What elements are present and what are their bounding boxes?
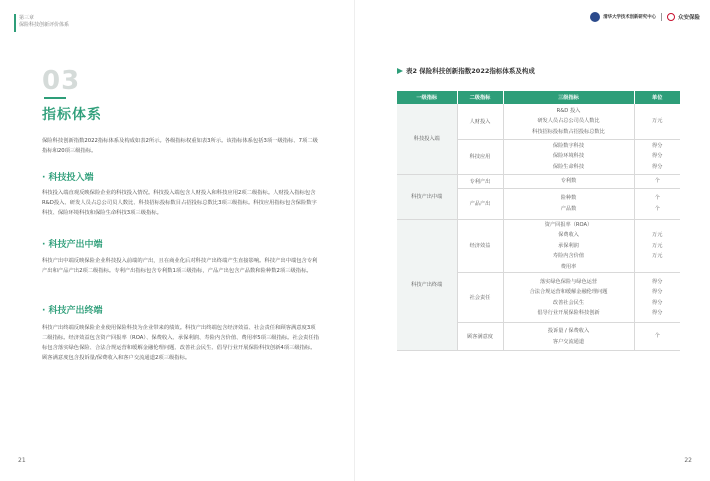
level3-item: 费用率 (560, 263, 577, 270)
level3-item: 研发人员占总公司员人数比 (537, 118, 600, 124)
level1-cell: 科技产出终端 (397, 219, 457, 351)
chapter-label-line2: 保险科技创新评价体系 (19, 22, 70, 28)
level3-item: 资产回报率（ROA） (544, 221, 593, 228)
subheading-final-output: · 科技产出终端 (42, 306, 103, 316)
header-level3: 三级指标 (503, 91, 634, 104)
unit-cell (634, 139, 680, 174)
level2-cell: 专利产出 (457, 174, 503, 188)
unit-item: 万元 (652, 232, 663, 238)
level3-item: 投诉量 / 保费收入 (547, 328, 590, 334)
table-row (397, 219, 680, 273)
unit-item: 万元 (652, 118, 663, 124)
section-number-underline (44, 97, 66, 99)
header-logos (590, 12, 700, 22)
page-number-left: 21 (18, 457, 26, 464)
tsinghua-logo-icon (590, 12, 600, 22)
unit-cell (634, 174, 680, 188)
level3-item: 保费收入 (558, 232, 579, 238)
header-unit: 单位 (634, 91, 680, 104)
unit-item: 得分 (652, 153, 663, 160)
level2-cell: 产品产出 (457, 188, 503, 219)
level2-cell: 经济效益 (457, 219, 503, 273)
paragraph-final-output: 科技产出终端反映保险企业使用保险科技为企业带来的绩效。科技产出终端包含经济效益、社会责任和顾客满意度3项二级指标。经济效益包含资产回报率（ROA）、保费收入、承保利润、寿险内含价值、费用率5项三级指标。社会责任指标包含落实绿色保险、合法合规运营和缓解金融伦理问题、改善社会民生、倡导行业开展保险科技创新4项三级指标。顾客满意度包含投诉量/保费收入和客户交流通道2项三级指标。 (42, 325, 319, 361)
unit-item: 得分 (652, 310, 663, 316)
unit-item: 得分 (652, 142, 663, 149)
right-page (355, 0, 710, 481)
intro-paragraph: 保险科技创新指数2022指标体系及构成如表2所示。各级指标权重如表3所示。该指标体系包括3项一级指标、7项二级指标和20项三级指标。 (42, 138, 318, 154)
level1-cell: 科技产出中端 (397, 174, 457, 219)
table-body (397, 104, 680, 351)
level3-cell (503, 104, 634, 139)
level3-item: 承保利润 (558, 242, 579, 249)
level3-cell (503, 219, 634, 273)
level2-cell: 人财投入 (457, 104, 503, 139)
page-number-right: 22 (684, 457, 692, 464)
paragraph-middle-output: 科技产出中端反映保险企业科技投入前端的产出，且在商业化后对科技产出终端产生直接影响。科技产出中端包含专利产出和产品产出2项二级指标。专利产出指标包含专利数1项三级指标，产品产出包含产品数和险种数2项三级指标。 (42, 258, 318, 274)
level2-cell: 顾客满意度 (457, 323, 503, 351)
level3-item: 险种数 (560, 195, 577, 201)
level1-cell: 科技投入端 (397, 104, 457, 174)
unit-item: 得分 (652, 278, 663, 285)
chapter-marker-bar (14, 14, 16, 32)
level3-item: 保险数字科技 (552, 142, 585, 149)
level3-item: 专利数 (560, 177, 577, 184)
unit-item: 得分 (652, 289, 663, 295)
section-number: 03 (42, 66, 81, 96)
unit-item: 得分 (652, 299, 663, 306)
level3-item: 寿险内含价值 (552, 253, 585, 259)
unit-item: 得分 (652, 163, 663, 170)
level3-item: R&D 投入 (556, 107, 581, 114)
level3-cell (503, 174, 634, 188)
unit-item: 个 (654, 333, 660, 340)
level3-item: 客户交流通道 (552, 338, 585, 345)
header-level2: 二级指标 (457, 91, 503, 104)
level3-item: 合法合规运营和缓解金融伦理问题 (529, 289, 608, 295)
unit-item: 个 (654, 195, 660, 201)
logo-text-tsinghua: 清华大学技术创新研究中心 (603, 15, 656, 20)
table-title-arrow-icon (397, 68, 403, 74)
subheading-middle-output: · 科技产出中端 (42, 240, 103, 250)
chapter-label-line1: 第三章 (19, 15, 35, 21)
level3-item: 保险环境科技 (552, 153, 585, 160)
table-header-row (397, 91, 680, 104)
unit-cell (634, 188, 680, 219)
level2-cell: 科技应用 (457, 139, 503, 174)
paragraph-input-end: 科技投入端直观反映保险企业的科技投入情况。科技投入端包含人财投入和科技应用2项二级指标。人财投入指标包含R&D投入、研发人员占总公司员人数比、科技招标投标数目占招投标总数比3项三级指标。科技应用指标包含保险数字科技、保险环境科技和保险生命科技3项三级指标。 (42, 190, 317, 216)
level3-cell (503, 273, 634, 323)
header-level1: 一级指标 (397, 91, 457, 104)
unit-item: 个 (654, 177, 660, 184)
unit-item: 个 (654, 205, 660, 212)
level3-item: 科技招标投标数占招投标总数比 (532, 128, 605, 135)
level3-item: 产品数 (560, 205, 577, 212)
level2-cell: 社会责任 (457, 273, 503, 323)
level3-item: 落实绿色保险与绿色运营 (539, 278, 598, 285)
level3-cell (503, 139, 634, 174)
unit-item: 万元 (652, 253, 663, 259)
unit-cell (634, 273, 680, 323)
level3-item: 改善社会民生 (552, 299, 585, 306)
unit-item: 万元 (652, 242, 663, 249)
logo-text-zhongan: 众安保险 (677, 15, 700, 21)
level3-cell (503, 188, 634, 219)
chapter-label (19, 15, 69, 29)
section-title: 指标体系 (42, 107, 102, 123)
subheading-input-end: · 科技投入端 (42, 173, 94, 183)
level3-item: 保险生命科技 (552, 163, 585, 170)
table-row (397, 104, 680, 139)
table-title: 表2 保险科技创新指数2022指标体系及构成 (406, 67, 535, 75)
table-row (397, 174, 680, 188)
level3-cell (503, 323, 634, 351)
zhongan-logo-icon (667, 13, 675, 21)
unit-cell (634, 219, 680, 273)
logo-divider (661, 13, 662, 21)
indicator-table (397, 91, 680, 351)
unit-cell (634, 104, 680, 139)
unit-cell (634, 323, 680, 351)
level3-item: 倡导行业开展保险科技创新 (537, 310, 600, 316)
